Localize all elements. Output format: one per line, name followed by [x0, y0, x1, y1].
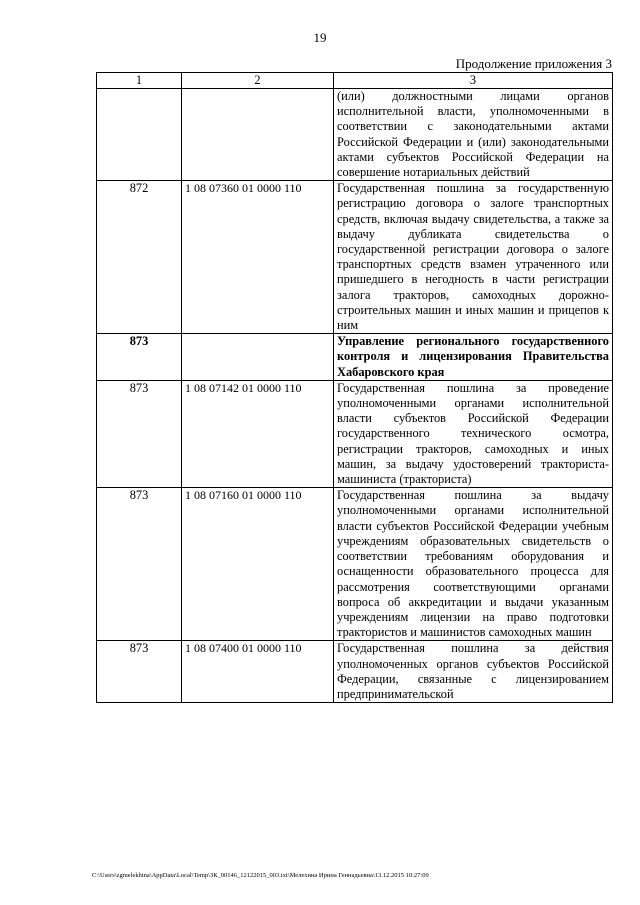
row-code: 873: [97, 334, 182, 381]
row-description: Государственная пошлина за выдачу уполномоченными органами исполнительной власти субъектов Российской Федерации учебным учреждениям образовательных свидетельств о соответствии требованиям оборудования и оснащенности образовательного процесса для рассмотрения соответствующими органами вопроса об аккредитации и выдачи указанным учреждениям лицензии на право подготовки трактористов и машинистов самоходных машин: [334, 488, 613, 641]
table-row: [97, 380, 613, 487]
row-code: 873: [97, 641, 182, 703]
row-kbk-code: 1 08 07160 01 0000 110: [182, 488, 334, 641]
table-row: [97, 334, 613, 381]
footer-file-path: C:\Users\zgmelekhina\AppData\Local\Temp\ЗК_00146_12122015_003.txt\Мелехина Ирина Геннадьевна\13.12.2015 10:27:09: [92, 872, 429, 879]
row-description: Государственная пошлина за государственную регистрацию договора о залоге транспортных средств, включая выдачу свидетельства, а также за выдачу дубликата свидетельства о государственной регистрации договора о залоге транспортных средств взамен утраченного или пришедшего в негодность в части регистрации залога тракторов, самоходных дорожно-строительных машин и иных машин и прицепов к ним: [334, 181, 613, 334]
row-kbk-code: [182, 89, 334, 181]
row-code: [97, 89, 182, 181]
table-row: [97, 181, 613, 334]
column-header-3: 3: [334, 73, 613, 89]
row-description: Управление регионального государственного контроля и лицензирования Правительства Хабаровского края: [334, 334, 613, 381]
row-code: 872: [97, 181, 182, 334]
budget-classification-table: [96, 72, 613, 703]
column-header-1: 1: [97, 73, 182, 89]
row-code: 873: [97, 488, 182, 641]
row-kbk-code: 1 08 07142 01 0000 110: [182, 380, 334, 487]
row-kbk-code: [182, 334, 334, 381]
continuation-label: Продолжение приложения 3: [455, 56, 612, 71]
row-description: Государственная пошлина за проведение уполномоченными органами исполнительной власти субъектов Российской Федерации государственного технического осмотра, регистрации тракторов, самоходных и иных машин, за выдачу удостоверений тракториста-машиниста (тракториста): [334, 380, 613, 487]
table-row: [97, 641, 613, 703]
row-code: 873: [97, 380, 182, 487]
table-body: [97, 89, 613, 703]
table-header-row: [97, 73, 613, 89]
table-row: [97, 89, 613, 181]
row-description: Государственная пошлина за действия уполномоченных органов субъектов Российской Федерации, связанные с лицензированием предпринимательской: [334, 641, 613, 703]
row-kbk-code: 1 08 07360 01 0000 110: [182, 181, 334, 334]
row-kbk-code: 1 08 07400 01 0000 110: [182, 641, 334, 703]
page-number: 19: [313, 30, 327, 45]
row-description: (или) должностными лицами органов исполнительной власти, уполномоченными в соответствии с законодательными актами Российской Федерации и (или) законодательными актами субъектов Российской Федерации на совершение нотариальных действий: [334, 89, 613, 181]
column-header-2: 2: [182, 73, 334, 89]
table-row: [97, 488, 613, 641]
